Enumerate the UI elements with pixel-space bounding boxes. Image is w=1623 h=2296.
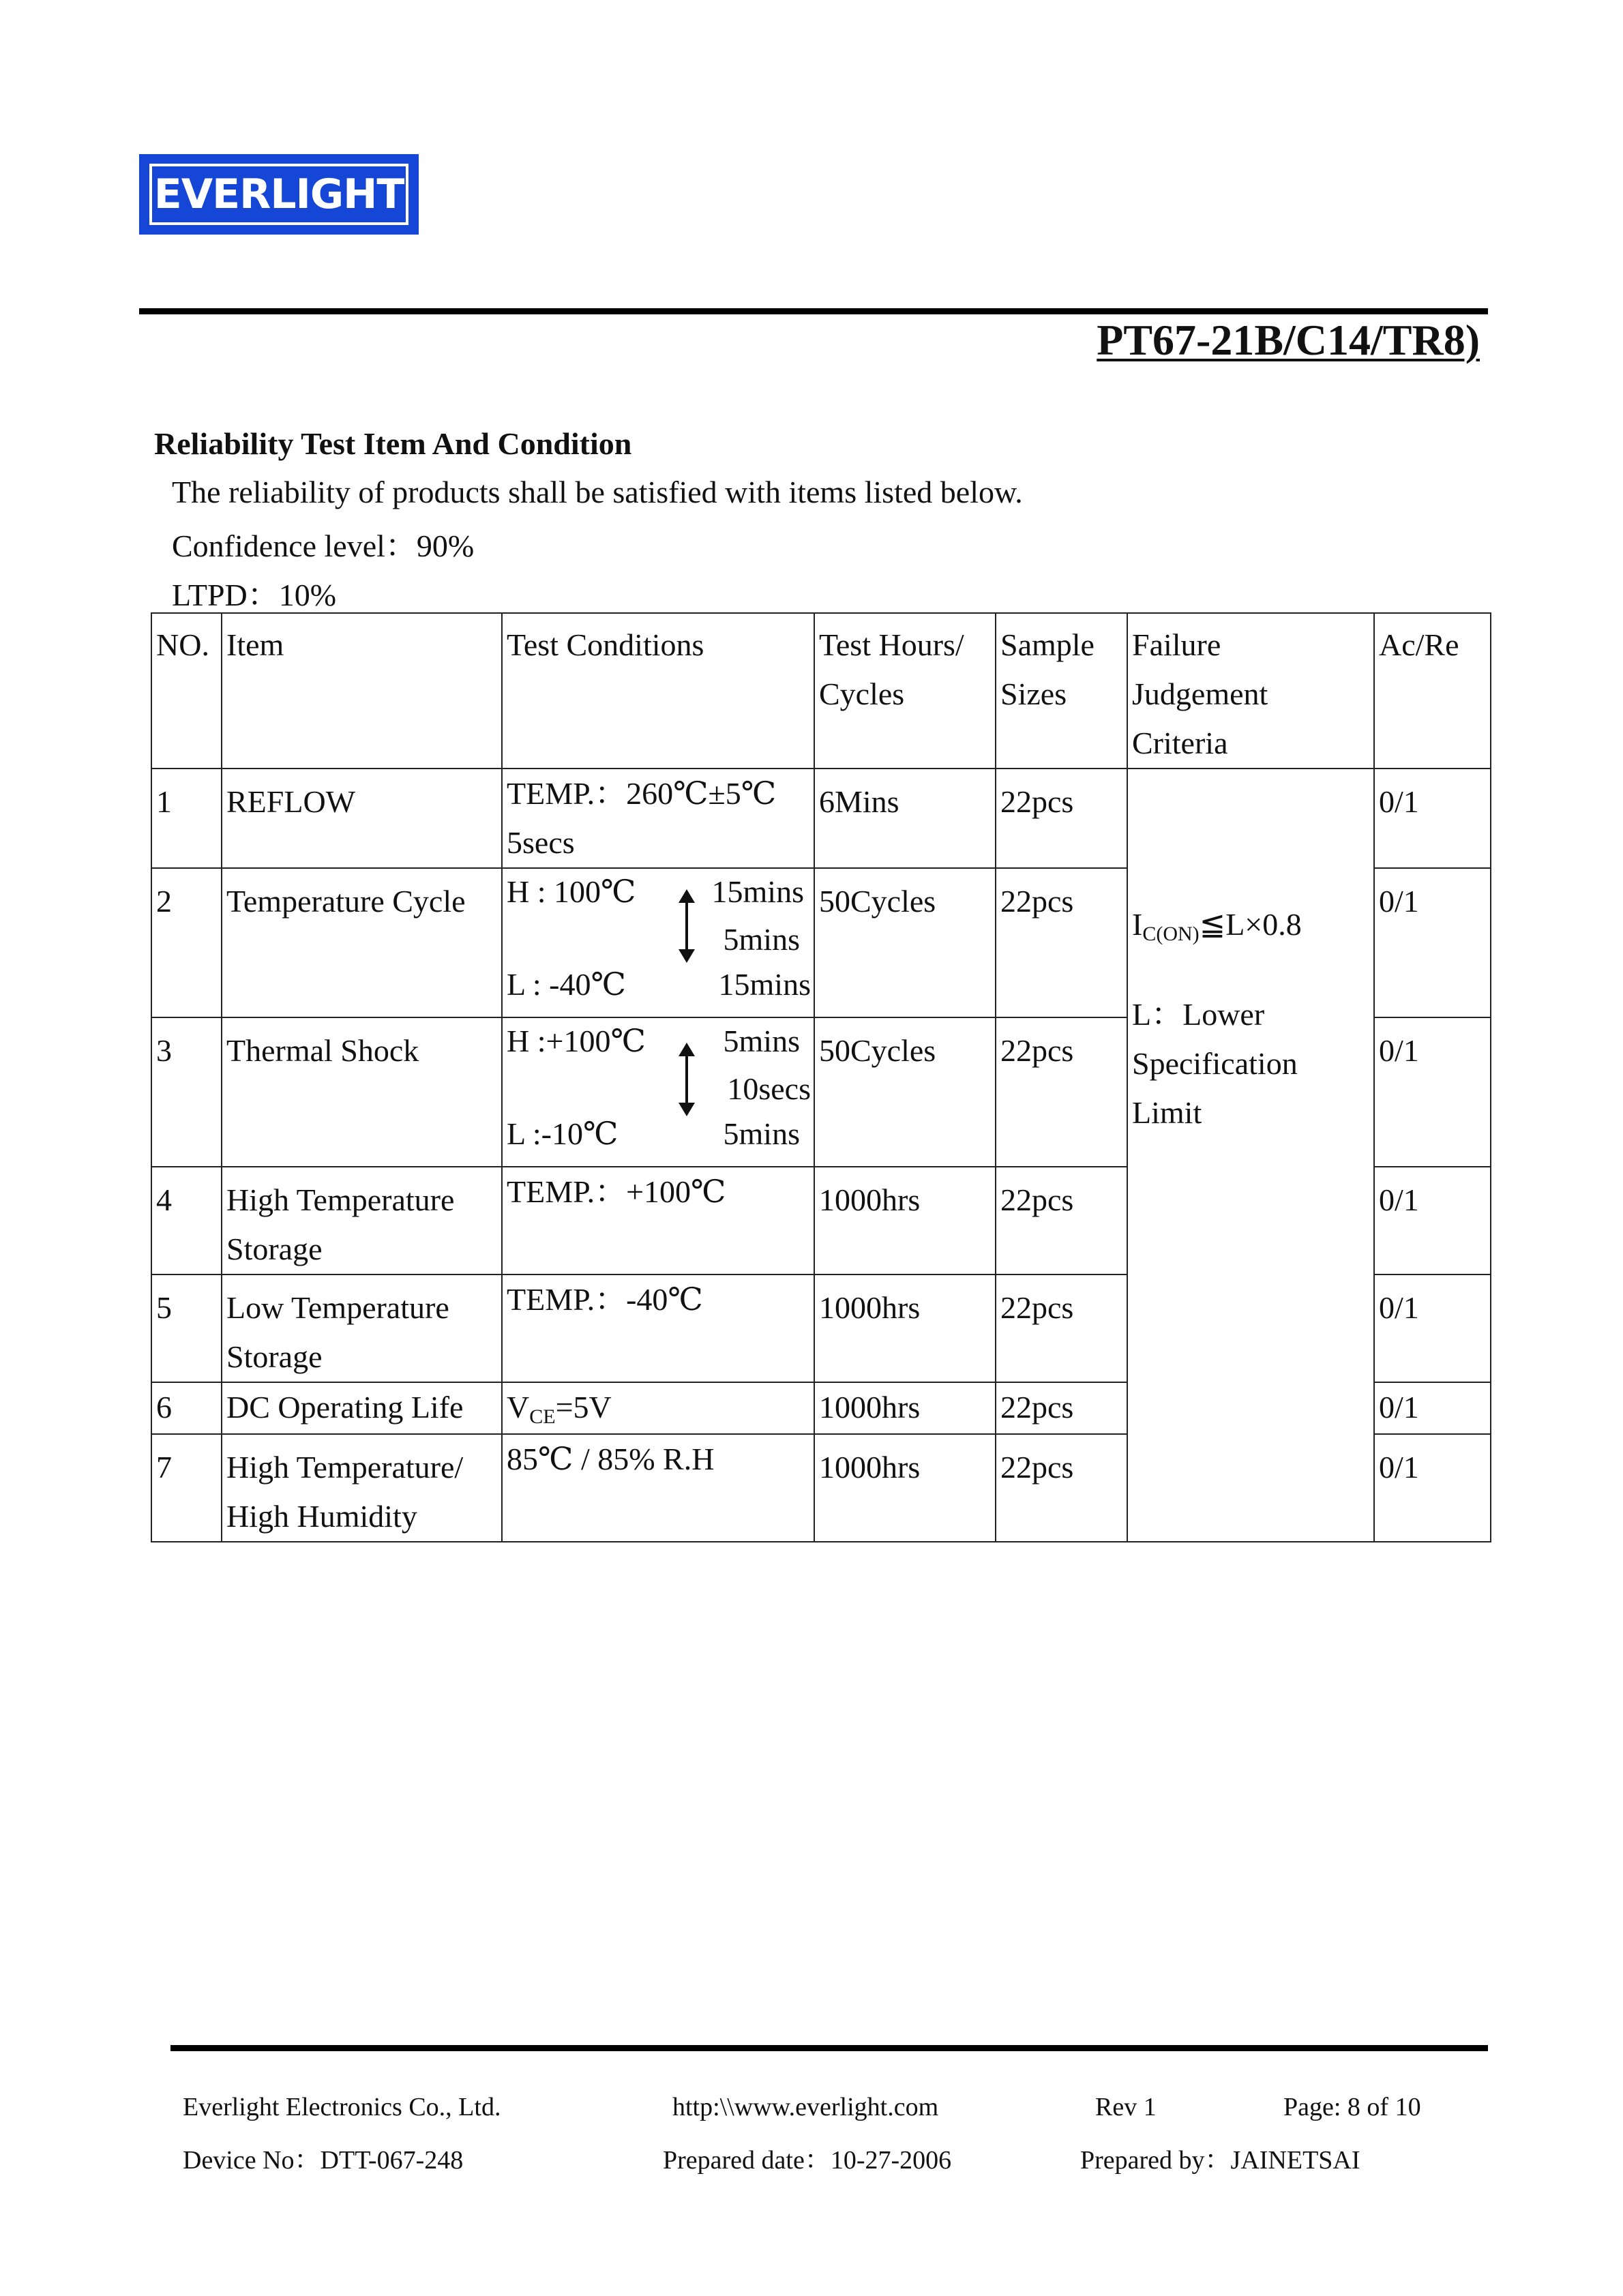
row-item [222,1274,502,1382]
row-conditions: TEMP.：+100℃ [502,1167,814,1274]
footer-rev: Rev 1 [1095,2093,1157,2121]
row-conditions [502,1017,814,1167]
cond-line1: TEMP.：260℃±5℃ [507,776,777,811]
row-item: DC Operating Life [222,1382,502,1434]
cond-high: H : 100℃ [507,874,636,909]
row-acre: 0/1 [1374,769,1491,868]
header-test-conditions: Test Conditions [502,613,814,769]
row-acre: 0/1 [1374,1167,1491,1274]
row-no: 1 [151,769,222,868]
row-no: 2 [151,868,222,1017]
item-line2: Storage [226,1339,323,1374]
row-item [222,1167,502,1274]
header-failure-line3: Criteria [1132,726,1228,760]
header-test-hours-line2: Cycles [819,676,905,711]
header-failure-criteria [1127,613,1374,769]
row-hours: 50Cycles [814,868,996,1017]
cond-line2: 5secs [507,825,575,860]
row-no: 4 [151,1167,222,1274]
cond-low: L : -40℃ [507,967,626,1002]
item-line1: High Temperature [226,1182,455,1217]
row-acre: 0/1 [1374,1017,1491,1167]
failure-criteria-cell [1127,769,1374,1542]
row-conditions [502,868,814,1017]
row-sample: 22pcs [996,1274,1127,1382]
header-acre: Ac/Re [1374,613,1491,769]
row-no: 3 [151,1017,222,1167]
row-item: Temperature Cycle [222,868,502,1017]
cond-high-time: 15mins [711,874,804,909]
row-conditions [502,1382,814,1434]
logo-text: EVERLIGHT [153,170,404,218]
cond-rest: =5V [555,1390,612,1425]
cond-low-time: 15mins [718,967,811,1002]
row-sample: 22pcs [996,769,1127,868]
criteria-note-line2: Specification [1132,1046,1298,1081]
row-acre: 0/1 [1374,868,1491,1017]
row-conditions: TEMP.：-40℃ [502,1274,814,1382]
cond-low-time: 5mins [723,1116,800,1151]
logo-frame [149,164,408,225]
row-item: REFLOW [222,769,502,868]
header-test-hours [814,613,996,769]
header-no: NO. [151,613,222,769]
cond-sub: CE [529,1405,556,1428]
header-failure-line1: Failure [1132,627,1221,662]
cond-low: L :-10℃ [507,1116,619,1151]
table-header-row [151,613,1491,769]
formula-sub: C(ON) [1142,923,1200,945]
footer-company: Everlight Electronics Co., Ltd. [183,2093,501,2121]
cond-high-time: 5mins [723,1024,800,1058]
row-item [222,1434,502,1542]
row-sample: 22pcs [996,1382,1127,1434]
up-down-arrow-icon [685,1045,688,1114]
section-title: Reliability Test Item And Condition [154,426,632,461]
row-sample: 22pcs [996,1017,1127,1167]
header-failure-line2: Judgement [1132,676,1268,711]
row-hours: 6Mins [814,769,996,868]
row-sample: 22pcs [996,1167,1127,1274]
intro-line-reliability: The reliability of products shall be satisfied with items listed below. [172,475,1023,509]
formula-rest: ≦L×0.8 [1199,907,1302,942]
header-item: Item [222,613,502,769]
intro-line-ltpd: LTPD：10% [172,578,337,612]
row-acre: 0/1 [1374,1382,1491,1434]
everlight-logo [139,154,419,235]
row-hours: 50Cycles [814,1017,996,1167]
footer-url: http:\\www.everlight.com [672,2093,939,2121]
header-rule [139,308,1488,314]
cond-mid-time: 10secs [727,1071,811,1106]
cond-mid-time: 5mins [723,922,800,957]
temperature-cycle-conditions [507,871,811,1007]
header-sample-line2: Sizes [1000,676,1067,711]
formula-main: I [1132,907,1143,942]
row-sample: 22pcs [996,1434,1127,1542]
row-hours: 1000hrs [814,1167,996,1274]
criteria-note-line1: L：Lower [1132,997,1265,1032]
header-test-hours-line1: Test Hours/ [819,627,964,662]
row-no: 5 [151,1274,222,1382]
row-no: 7 [151,1434,222,1542]
item-line1: High Temperature/ [226,1450,464,1485]
item-line1: Low Temperature [226,1290,449,1325]
row-hours: 1000hrs [814,1434,996,1542]
criteria-formula [1132,900,1371,949]
row-item: Thermal Shock [222,1017,502,1167]
header-sample-line1: Sample [1000,627,1095,662]
row-conditions: 85℃ / 85% R.H [502,1434,814,1542]
part-number: PT67-21B/C14/TR8) [1097,316,1480,364]
criteria-note-line3: Limit [1132,1095,1202,1130]
row-sample: 22pcs [996,868,1127,1017]
row-hours: 1000hrs [814,1274,996,1382]
row-acre: 0/1 [1374,1274,1491,1382]
row-hours: 1000hrs [814,1382,996,1434]
footer-rule [170,2045,1488,2051]
footer-page: Page: 8 of 10 [1283,2093,1421,2121]
thermal-shock-conditions [507,1021,811,1156]
cond-v: V [507,1390,530,1425]
cond-high: H :+100℃ [507,1024,646,1058]
footer-prepared-by: Prepared by：JAINETSAI [1080,2146,1360,2175]
item-line2: Storage [226,1232,323,1266]
row-no: 6 [151,1382,222,1434]
footer-prepared-date: Prepared date：10-27-2006 [663,2146,952,2175]
up-down-arrow-icon [685,892,688,960]
item-line2: High Humidity [226,1499,417,1534]
footer-device-no: Device No：DTT-067-248 [183,2146,464,2175]
criteria-note [1132,990,1371,1137]
header-sample-sizes [996,613,1127,769]
row-conditions [502,769,814,868]
table-row [151,769,1491,868]
intro-line-confidence: Confidence level：90% [172,528,475,563]
row-acre: 0/1 [1374,1434,1491,1542]
reliability-table [151,612,1491,1542]
